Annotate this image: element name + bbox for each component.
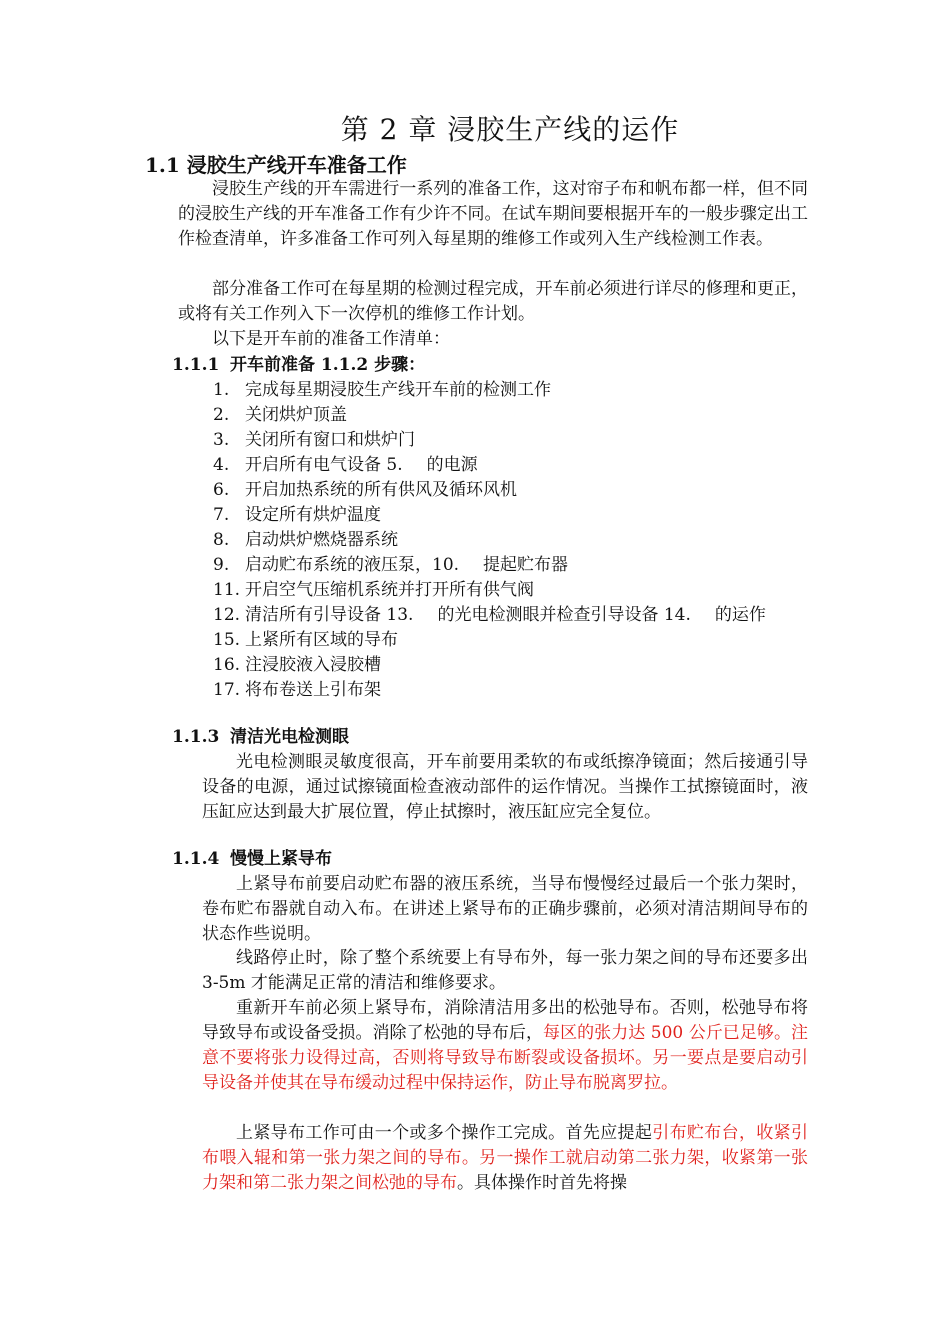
steps-list — [213, 378, 766, 703]
chapter-title: 第 2 章 浸胶生产线的运作 — [340, 113, 680, 146]
list-item: 17. 将布卷送上引布架 — [213, 680, 381, 700]
subsection-title: 清洁光电检测眼 — [230, 727, 349, 747]
subsection-number: 1.1.1 — [172, 355, 220, 375]
list-item: 6. 开启加热系统的所有供风及循环风机 — [213, 480, 517, 500]
cleaning-paragraph: 光电检测眼灵敏度很高，开车前要用柔软的布或纸擦净镜面；然后接通引导设备的电源，通过试擦镜面检查液动部件的运作情况。当操作工拭擦镜面时，液压缸应达到最大扩展位置，停止拭擦时，液压缸应完全复位。 — [202, 752, 808, 822]
list-item: 1. 完成每星期浸胶生产线开车前的检测工作 — [213, 380, 551, 400]
tension-paragraph-2: 线路停止时，除了整个系统要上有导布外，每一张力架之间的导布还要多出 3-5m 才能满足正常的清洁和维修要求。 — [202, 948, 808, 993]
list-item: 3. 关闭所有窗口和烘炉门 — [213, 430, 415, 450]
intro-paragraph-3: 以下是开车前的准备工作清单： — [212, 329, 450, 349]
subsection-number: 1.1.4 — [172, 849, 220, 869]
subsection-heading-1-1-4 — [172, 847, 332, 872]
list-item: 12. 清洁所有引导设备 13. 的光电检测眼并检查引导设备 14. 的运作 — [213, 605, 766, 625]
highlighted-text: 每区的张力达 500 公斤已足够。注意不要将张力设得过高，否则将导致导布断裂或设备损坏。另一要点是要启动引导设备并使其在导布缓动过程中保持运作，防止导布脱离罗拉。 — [202, 1023, 809, 1093]
intro-paragraph-2: 部分准备工作可在每星期的检测过程完成，开车前必须进行详尽的修理和更正，或将有关工作列入下一次停机的维修工作计划。 — [178, 279, 808, 324]
list-item: 2. 关闭烘炉顶盖 — [213, 405, 347, 425]
tension-paragraph-4: 上紧导布工作可由一个或多个操作工完成。首先应提起引布贮布台，收紧引布喂入辊和第一张力架之间的导布。另一操作工就启动第二张力架，收紧第一张力架和第二张力架之间松弛的导布。具体操作时首先将操 — [202, 1123, 808, 1193]
list-item: 16. 注浸胶液入浸胶槽 — [213, 655, 381, 675]
list-item: 15. 上紧所有区域的导布 — [213, 630, 398, 650]
highlighted-text: 引布贮布台，收紧引布喂入辊和第一张力架之间的导布。另一操作工就启动第二张力架，收紧第一张力架和第二张力架之间松弛的导布 — [202, 1123, 808, 1193]
list-item: 8. 启动烘炉燃烧器系统 — [213, 530, 398, 550]
tension-paragraph-3: 重新开车前必须上紧导布，消除清洁用多出的松弛导布。否则，松弛导布将导致导布或设备受损。消除了松弛的导布后，每区的张力达 500 公斤已足够。注意不要将张力设得过高，否则将导致导布断裂或设备损坏。另一要点是要启动引导设备并使其在导布缓动过程中保持运作，防止导布脱离罗拉。 — [202, 998, 809, 1093]
subsection-title: 慢慢上紧导布 — [230, 849, 332, 869]
list-item: 11. 开启空气压缩机系统并打开所有供气阀 — [213, 580, 534, 600]
list-item: 7. 设定所有烘炉温度 — [213, 505, 381, 525]
section-heading — [145, 150, 407, 180]
list-item: 9. 启动贮布系统的液压泵，10. 提起贮布器 — [213, 555, 569, 575]
section-title: 浸胶生产线开车准备工作 — [186, 153, 407, 177]
subsection-title: 开车前准备 1.1.2 步骤： — [230, 355, 426, 375]
intro-paragraph-1: 浸胶生产线的开车需进行一系列的准备工作，这对帘子布和帆布都一样，但不同的浸胶生产线的开车准备工作有少许不同。在试车期间要根据开车的一般步骤定出工作检查清单，许多准备工作可列入每星期的维修工作或列入生产线检测工作表。 — [178, 179, 808, 249]
section-number: 1.1 — [145, 153, 180, 177]
tension-paragraph-1: 上紧导布前要启动贮布器的液压系统，当导布慢慢经过最后一个张力架时，卷布贮布器就自动入布。在讲述上紧导布的正确步骤前，必须对清洁期间导布的状态作些说明。 — [202, 874, 808, 944]
subsection-heading-1-1-3 — [172, 725, 349, 750]
subsection-heading-1-1-1 — [172, 353, 425, 378]
subsection-number: 1.1.3 — [172, 727, 220, 747]
list-item: 4. 开启所有电气设备 5. 的电源 — [213, 455, 478, 475]
